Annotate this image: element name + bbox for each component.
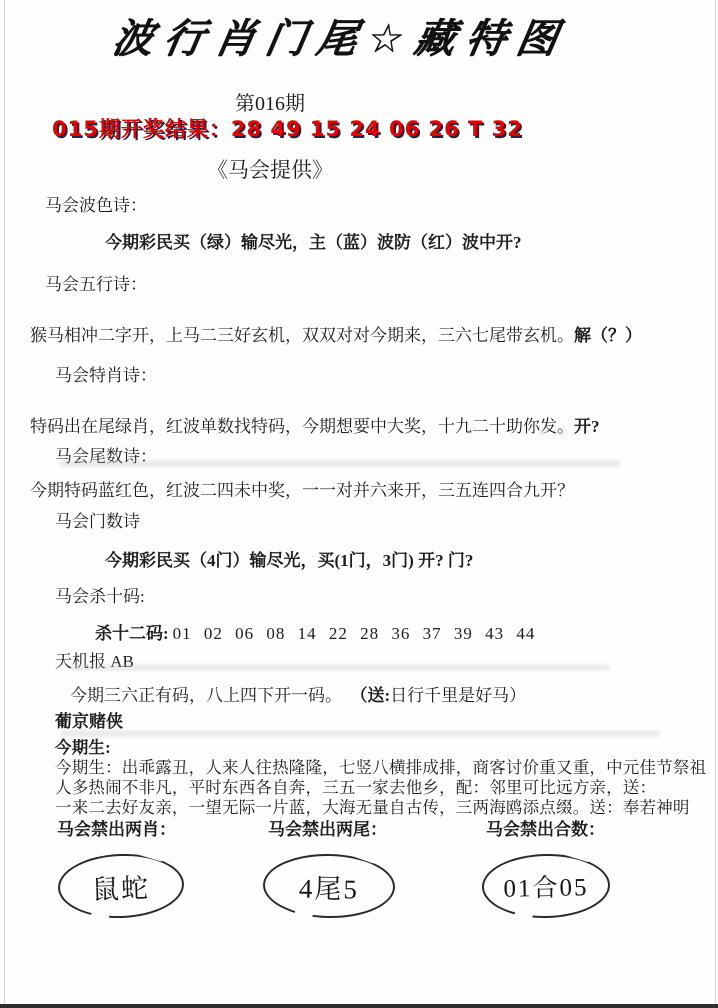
section-label-pujing: 葡京赌侠 bbox=[55, 712, 123, 731]
oval-gap bbox=[294, 911, 313, 920]
tianji-text: 今期三六正有码，八上四下开一码。 bbox=[70, 686, 342, 705]
issue-number: 第016期 bbox=[235, 93, 305, 115]
oval-gap bbox=[563, 849, 590, 862]
poem-texiao-answer: 开? bbox=[574, 417, 600, 436]
poem-bose: 今期彩民买（绿）输尽光，主（蓝）波防（红）波中开? bbox=[105, 233, 522, 252]
oval-gap bbox=[349, 850, 376, 864]
scan-artifact bbox=[70, 664, 610, 671]
poem-weishu: 今期特码蓝红色，红波二四未中奖，一一对并六来开，三五连四合九开？ bbox=[30, 481, 574, 500]
kill-twelve-label: 杀十二码: bbox=[95, 624, 169, 643]
ban-value-sum: 01合05 bbox=[503, 874, 589, 903]
right-border-line bbox=[715, 0, 716, 1008]
poem-wuxing-text: 猴马相冲二字开，上马二三好玄机，双双对对今期来，三六七尾带玄机。 bbox=[30, 326, 574, 345]
ban-value-tail: 4尾5 bbox=[298, 872, 360, 905]
oval-gap bbox=[514, 912, 533, 920]
poem-wuxing-answer: 解（？） bbox=[574, 326, 642, 345]
ban-oval-zodiac bbox=[57, 852, 185, 920]
section-label-shaima: 马会杀十码: bbox=[55, 587, 145, 606]
pujing-heading: 今期生: bbox=[55, 738, 111, 757]
scan-artifact bbox=[60, 460, 620, 467]
ban-oval-tail bbox=[262, 853, 395, 919]
kill-twelve-line bbox=[95, 624, 535, 644]
tianji-send-text: 日行千里是好马） bbox=[390, 686, 527, 705]
ban-oval-sum bbox=[481, 853, 610, 919]
ban-label-tail: 马会禁出两尾： bbox=[268, 820, 387, 839]
pujing-line-1: 今期生：出乖露丑，人来人往热隆隆，七竖八横排成排，商客讨价重又重，中元佳节祭祖 bbox=[55, 758, 707, 777]
oval-gap bbox=[137, 849, 164, 862]
poem-menshu: 今期彩民买（4门）输尽光，买(1门，3门) 开? 门? bbox=[105, 551, 474, 570]
bottom-border-line bbox=[0, 1004, 718, 1008]
ban-label-zodiac: 马会禁出两肖： bbox=[57, 820, 176, 839]
section-label-wuxing: 马会五行诗： bbox=[45, 275, 147, 294]
page-title: 波行肖门尾☆藏特图 bbox=[108, 16, 572, 62]
section-label-tianji: 天机报 AB bbox=[55, 652, 134, 671]
section-label-texiao: 马会特肖诗： bbox=[55, 366, 157, 385]
section-label-weishu: 马会尾数诗： bbox=[55, 447, 157, 466]
previous-draw-result: 015期开奖结果：28 49 15 24 06 26 T 32 bbox=[52, 117, 523, 141]
tianji-line bbox=[70, 686, 526, 706]
ban-label-sum: 马会禁出合数： bbox=[486, 820, 605, 839]
scan-artifact bbox=[60, 730, 660, 737]
pujing-line-3: 一来二去好友亲，一望无际一片蓝，大海无量自古传，三两海鸥添点缀。送：奉若神明 bbox=[55, 798, 690, 817]
left-border-line bbox=[4, 0, 5, 1008]
oval-gap bbox=[91, 912, 110, 920]
provider-line: 《马会提供》 bbox=[207, 158, 333, 182]
poem-wuxing bbox=[30, 326, 642, 346]
poem-texiao bbox=[30, 417, 600, 437]
kill-twelve-numbers: 01 02 06 08 14 22 28 36 37 39 43 44 bbox=[172, 624, 536, 643]
page-title-row bbox=[0, 16, 718, 62]
ban-value-zodiac: 鼠蛇 bbox=[91, 872, 151, 905]
section-label-bose: 马会波色诗： bbox=[45, 196, 147, 215]
poem-texiao-text: 特码出在尾绿肖，红波单数找特码，今期想要中大奖，十九二十助你发。 bbox=[30, 417, 574, 436]
section-label-menshu: 马会门数诗 bbox=[55, 512, 140, 531]
pujing-line-2: 人多热闹不非凡，平时东西各自奔，三五一家去他乡，配：邻里可比远方亲，送： bbox=[55, 778, 657, 797]
tianji-send-label: （送: bbox=[350, 686, 391, 705]
